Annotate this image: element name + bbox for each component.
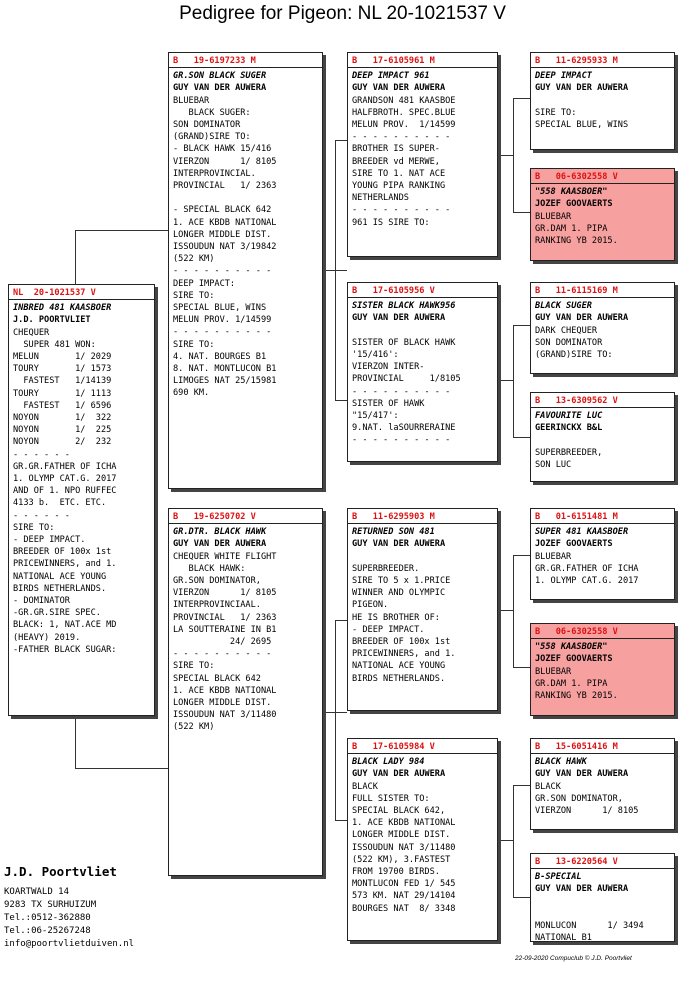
pigeon-card-sire-dam[interactable] bbox=[347, 282, 498, 462]
pedigree-line: 1. ACE KBDB NATIONAL bbox=[173, 685, 277, 696]
card-divider bbox=[531, 183, 674, 184]
pedigree-line: -FATHER BLACK SUGAR: bbox=[13, 644, 117, 655]
owner-name: GUY VAN DER AUWERA bbox=[535, 884, 629, 895]
pigeon-name: "558 KAASBOER" bbox=[535, 642, 608, 653]
pigeon-name: DEEP IMPACT bbox=[535, 71, 592, 82]
pedigree-line: AND OF 1. NPO RUFFEC bbox=[13, 486, 117, 497]
ring-number: B 11-6115169 M bbox=[535, 286, 618, 296]
ring-number: B 06-6302558 V bbox=[535, 172, 618, 182]
pedigree-line: - - - - - - - - - - bbox=[173, 327, 272, 338]
pedigree-line bbox=[535, 908, 670, 920]
pedigree-line: LIMOGES NAT 25/15981 bbox=[173, 376, 277, 387]
pedigree-line: NOYON 1/ 322 bbox=[13, 413, 112, 424]
pedigree-line: BREEDER OF 100x 1st bbox=[13, 547, 112, 558]
pedigree-line bbox=[535, 896, 670, 908]
pedigree-line: PROVINCIAL 1/ 2363 bbox=[173, 612, 277, 623]
owner-name: J.D. POORTVLIET bbox=[13, 315, 91, 326]
pedigree-line: SIRE TO: bbox=[173, 339, 215, 350]
pedigree-line: BIRDS NETHERLANDS. bbox=[352, 673, 446, 684]
pedigree-line: - DEEP IMPACT. bbox=[13, 535, 86, 546]
pedigree-line: HALFBROTH. SPEC.BLUE bbox=[352, 107, 456, 118]
connector-line bbox=[498, 840, 513, 841]
pedigree-line: SUPER 481 WON: bbox=[13, 339, 96, 350]
pedigree-line: - - - - - - bbox=[13, 510, 70, 521]
connector-line bbox=[335, 620, 347, 621]
pedigree-line: MELUN 1/ 2029 bbox=[13, 352, 112, 363]
pedigree-line: FULL SISTER TO: bbox=[352, 793, 430, 804]
pedigree-line: VIERZON 1/ 8105 bbox=[173, 156, 277, 167]
ring-number: B 17-6105961 M bbox=[352, 56, 435, 66]
pigeon-card-ddd[interactable] bbox=[530, 853, 675, 942]
page-title: Pedigree for Pigeon: NL 20-1021537 V bbox=[179, 3, 506, 24]
pedigree-line: BLUEBAR bbox=[173, 95, 210, 106]
connector-line bbox=[513, 325, 530, 326]
pedigree-line: (HEAVY) 2019. bbox=[13, 632, 81, 643]
card-divider bbox=[531, 297, 674, 298]
card-divider bbox=[348, 297, 497, 298]
pedigree-line: SIRE TO 5 x 1.PRICE bbox=[352, 576, 451, 587]
pedigree-line bbox=[535, 95, 670, 107]
pedigree-line: BLACK bbox=[352, 781, 378, 792]
pedigree-line: VIERZON 1/ 8105 bbox=[535, 806, 639, 817]
pedigree-line: SIRE TO: bbox=[173, 661, 215, 672]
pedigree-line bbox=[535, 435, 670, 447]
pedigree-line: NOYON 1/ 225 bbox=[13, 425, 112, 436]
pedigree-line: SUPERBREEDER, bbox=[535, 447, 603, 458]
ring-number: B 15-6051416 M bbox=[535, 742, 618, 752]
pedigree-line: BREEDER vd MERWE, bbox=[352, 156, 440, 167]
breeder-name: J.D. Poortvliet bbox=[4, 864, 117, 879]
pedigree-line: (GRAND)SIRE TO: bbox=[173, 132, 251, 143]
pedigree-line: GR.DAM 1. PIPA bbox=[535, 223, 608, 234]
owner-name: GUY VAN DER AUWERA bbox=[535, 313, 629, 324]
pigeon-card-sdd[interactable] bbox=[530, 392, 675, 482]
pigeon-card-sire[interactable] bbox=[168, 52, 323, 489]
pedigree-line: HE IS BROTHER OF: bbox=[352, 612, 440, 623]
pedigree-line: SUPERBREEDER. bbox=[352, 563, 420, 574]
owner-name: JOZEF GOOVAERTS bbox=[535, 539, 613, 550]
connector-line bbox=[335, 820, 347, 821]
pedigree-line bbox=[173, 192, 318, 204]
pedigree-line bbox=[352, 551, 493, 563]
card-divider bbox=[9, 299, 154, 300]
ring-number: B 13-6309562 V bbox=[535, 396, 618, 406]
connector-line bbox=[513, 897, 530, 898]
connector-line bbox=[335, 620, 336, 820]
card-divider bbox=[348, 523, 497, 524]
connector-line bbox=[513, 555, 514, 667]
card-divider bbox=[348, 67, 497, 68]
connector-line bbox=[513, 98, 530, 99]
pigeon-card-dsd[interactable] bbox=[530, 623, 675, 716]
pedigree-line: 961 IS SIRE TO: bbox=[352, 217, 430, 228]
card-divider bbox=[531, 638, 674, 639]
card-divider bbox=[531, 67, 674, 68]
owner-name: GUY VAN DER AUWERA bbox=[535, 83, 629, 94]
ring-number: B 19-6250702 V bbox=[173, 512, 256, 522]
pedigree-line: 1. OLYMP CAT.G. 2017 bbox=[535, 576, 639, 587]
pigeon-name: GR.SON BLACK SUGER bbox=[173, 71, 267, 82]
card-divider bbox=[348, 753, 497, 754]
pedigree-line: "15/417': bbox=[352, 411, 399, 422]
pedigree-line: (522 KM) bbox=[173, 722, 215, 733]
pedigree-line: GR.DAM 1. PIPA bbox=[535, 678, 608, 689]
pedigree-line: SISTER OF HAWK bbox=[352, 398, 425, 409]
connector-line bbox=[75, 230, 168, 231]
pedigree-line: - BLACK HAWK 15/416 bbox=[173, 144, 272, 155]
pedigree-line: SISTER OF BLACK HAWK bbox=[352, 337, 456, 348]
pedigree-line: BLACK bbox=[535, 781, 561, 792]
pedigree-line: BREEDER OF 100x 1st bbox=[352, 637, 451, 648]
connector-line bbox=[335, 140, 336, 400]
pigeon-name: BLACK SUGER bbox=[535, 301, 592, 312]
pigeon-card-sire-sire[interactable] bbox=[347, 52, 498, 257]
connector-line bbox=[513, 325, 514, 437]
pedigree-line: - - - - - - - - - - bbox=[173, 266, 272, 277]
pedigree-line: - - - - - - - - - - bbox=[173, 649, 272, 660]
pedigree-line: SON DOMINATOR bbox=[173, 120, 241, 131]
pedigree-line: - SPECIAL BLACK 642 bbox=[173, 205, 272, 216]
pedigree-line: VIERZON 1/ 8105 bbox=[173, 588, 277, 599]
pedigree-line: NATIONAL ACE YOUNG bbox=[352, 661, 446, 672]
card-divider bbox=[531, 753, 674, 754]
pedigree-line: DEEP IMPACT: bbox=[173, 278, 236, 289]
pedigree-line: SIRE TO 1. NAT ACE bbox=[352, 168, 446, 179]
pedigree-line: - DOMINATOR bbox=[13, 596, 70, 607]
pedigree-line: BLUEBAR bbox=[535, 551, 572, 562]
owner-name: GUY VAN DER AUWERA bbox=[352, 539, 446, 550]
pedigree-line: BIRDS NETHERLANDS. bbox=[13, 583, 107, 594]
card-divider bbox=[531, 868, 674, 869]
pedigree-line: - - - - - - - - - - bbox=[352, 435, 451, 446]
connector-line bbox=[75, 716, 76, 768]
pedigree-line: ISSOUDUN NAT 3/11480 bbox=[173, 710, 277, 721]
pedigree-line: PRICEWINNERS, and 1. bbox=[13, 559, 117, 570]
ring-number: B 01-6151481 M bbox=[535, 512, 618, 522]
pedigree-line: ISSOUDUN NAT 3/19842 bbox=[173, 242, 277, 253]
pedigree-line: BLUEBAR bbox=[535, 211, 572, 222]
pedigree-line: SPECIAL BLUE, WINS bbox=[535, 120, 629, 131]
pigeon-name: SISTER BLACK HAWK956 bbox=[352, 301, 456, 312]
pigeon-name: FAVOURITE LUC bbox=[535, 411, 603, 422]
pigeon-name: B-SPECIAL bbox=[535, 872, 582, 883]
connector-line bbox=[513, 667, 530, 668]
pedigree-line: NATIONAL ACE YOUNG bbox=[13, 571, 107, 582]
ring-number: B 19-6197233 M bbox=[173, 56, 256, 66]
pedigree-line: BLACK: 1, NAT.ACE MD bbox=[13, 620, 117, 631]
pedigree-line: - - - - - - - - - - bbox=[352, 386, 451, 397]
pedigree-line bbox=[352, 325, 493, 337]
pigeon-card-sss[interactable] bbox=[530, 52, 675, 150]
pigeon-card-dam[interactable] bbox=[168, 508, 323, 876]
connector-line bbox=[498, 610, 513, 611]
pedigree-line: PIGEON. bbox=[352, 600, 389, 611]
pedigree-line: MONTLUCON FED 1/ 545 bbox=[352, 879, 456, 890]
pedigree-line: SPECIAL BLUE, WINS bbox=[173, 303, 267, 314]
pedigree-line: GRANDSON 481 KAASBOE bbox=[352, 95, 456, 106]
owner-name: GUY VAN DER AUWERA bbox=[352, 313, 446, 324]
pedigree-line: 1. ACE KBDB NATIONAL bbox=[173, 217, 277, 228]
breeder-info bbox=[4, 865, 134, 951]
pedigree-line: NOYON 2/ 232 bbox=[13, 437, 112, 448]
pedigree-line: SIRE TO: bbox=[13, 522, 55, 533]
pedigree-line: RANKING YB 2015. bbox=[535, 236, 618, 247]
pigeon-name: RETURNED SON 481 bbox=[352, 527, 435, 538]
pedigree-line: - DEEP IMPACT. bbox=[352, 624, 425, 635]
pedigree-line: GR.SON DOMINATOR, bbox=[535, 793, 623, 804]
pedigree-line: - - - - - - - - - - bbox=[352, 205, 451, 216]
pedigree-line: GR.GR.FATHER OF ICHA bbox=[13, 461, 117, 472]
pedigree-line: SIRE TO: bbox=[535, 107, 577, 118]
connector-line bbox=[335, 140, 347, 141]
pigeon-name: BLACK LADY 984 bbox=[352, 757, 425, 768]
pigeon-card-dss[interactable] bbox=[530, 508, 675, 600]
ring-number: B 11-6295903 M bbox=[352, 512, 435, 522]
pedigree-line: VIERZON INTER- bbox=[352, 362, 425, 373]
pedigree-line: MELUN PROV. 1/14599 bbox=[352, 120, 456, 131]
pedigree-line: SPECIAL BLACK 642 bbox=[173, 673, 261, 684]
ring-number: B 06-6302558 V bbox=[535, 627, 618, 637]
pigeon-card-dam-dam[interactable] bbox=[347, 738, 498, 941]
owner-name: GUY VAN DER AUWERA bbox=[173, 83, 267, 94]
pedigree-line: CHEQUER bbox=[13, 327, 50, 338]
pedigree-line: TOURY 1/ 1113 bbox=[13, 388, 112, 399]
pedigree-line: BOURGES NAT 8/ 3348 bbox=[352, 903, 456, 914]
pedigree-line: LONGER MIDDLE DIST. bbox=[173, 229, 272, 240]
breeder-email: info@poortvlietduiven.nl bbox=[4, 939, 135, 949]
breeder-address-line: KOARTWALD 14 bbox=[4, 887, 70, 897]
connector-line bbox=[498, 155, 513, 156]
pedigree-line: 4. NAT. BOURGES B1 bbox=[173, 351, 267, 362]
pigeon-card-dds[interactable] bbox=[530, 738, 675, 830]
connector-line bbox=[75, 768, 168, 769]
pedigree-line: BLACK SUGER: bbox=[173, 107, 251, 118]
connector-line bbox=[513, 785, 514, 897]
connector-line bbox=[513, 437, 530, 438]
pedigree-line: SPECIAL BLACK 642, bbox=[352, 806, 446, 817]
pigeon-card-sds[interactable] bbox=[530, 282, 675, 374]
pedigree-line: (GRAND)SIRE TO: bbox=[535, 350, 613, 361]
pedigree-line: DARK CHEQUER bbox=[535, 325, 598, 336]
connector-line bbox=[335, 400, 347, 401]
connector-line bbox=[498, 380, 513, 381]
pedigree-line: FASTEST 1/14139 bbox=[13, 376, 112, 387]
pedigree-line: LA SOUTTERAINE IN B1 bbox=[173, 624, 277, 635]
pigeon-card-dam-sire[interactable] bbox=[347, 508, 498, 711]
pigeon-name: GR.DTR. BLACK HAWK bbox=[173, 527, 267, 538]
pedigree-line: (522 KM), 3.FASTEST bbox=[352, 854, 451, 865]
pedigree-line: ISSOUDUN NAT 3/11480 bbox=[352, 842, 456, 853]
card-divider bbox=[531, 523, 674, 524]
owner-name: GUY VAN DER AUWERA bbox=[173, 539, 267, 550]
pedigree-line: FROM 19700 BIRDS. bbox=[352, 867, 440, 878]
ring-number: B 11-6295933 M bbox=[535, 56, 618, 66]
footer-credit: 22-09-2020 Compuclub © J.D. Poortvliet bbox=[515, 955, 632, 962]
pedigree-line: LONGER MIDDLE DIST. bbox=[173, 698, 272, 709]
pedigree-line: 1. OLYMP CAT.G. 2017 bbox=[13, 474, 117, 485]
pedigree-line: PRICEWINNERS, and 1. bbox=[352, 649, 456, 660]
pedigree-line: YOUNG PIPA RANKING bbox=[352, 181, 446, 192]
pigeon-name: DEEP IMPACT 961 bbox=[352, 71, 430, 82]
card-divider bbox=[169, 523, 322, 524]
owner-name: GUY VAN DER AUWERA bbox=[352, 83, 446, 94]
ring-number: B 17-6105984 V bbox=[352, 742, 435, 752]
pedigree-line: FASTEST 1/ 6596 bbox=[13, 400, 112, 411]
pedigree-line: 690 KM. bbox=[173, 388, 210, 399]
pedigree-line: PROVINCIAL 1/ 2363 bbox=[173, 181, 277, 192]
pedigree-line: 4133 b. ETC. ETC. bbox=[13, 498, 107, 509]
owner-name: GEERINCKX B&L bbox=[535, 423, 603, 434]
owner-name: GUY VAN DER AUWERA bbox=[535, 769, 629, 780]
owner-name: JOZEF GOOVAERTS bbox=[535, 199, 613, 210]
pedigree-line: SIRE TO: bbox=[173, 290, 215, 301]
pigeon-name: BLACK HAWK bbox=[535, 757, 587, 768]
ring-number: B 17-6105956 V bbox=[352, 286, 435, 296]
card-divider bbox=[169, 67, 322, 68]
pigeon-card-ssd[interactable] bbox=[530, 168, 675, 261]
pedigree-line: 9.NAT. laSOURRERAINE bbox=[352, 423, 456, 434]
pedigree-line: PROVINCIAL 1/8105 bbox=[352, 374, 461, 385]
pedigree-line: 24/ 2695 bbox=[173, 637, 272, 648]
pedigree-line: - - - - - - bbox=[13, 449, 70, 460]
pedigree-line: '15/416': bbox=[352, 350, 399, 361]
pedigree-line: SON LUC bbox=[535, 460, 572, 471]
pedigree-line: GR.GR.FATHER OF ICHA bbox=[535, 563, 639, 574]
breeder-address-line: 9283 TX SURHUIZUM bbox=[4, 900, 97, 910]
pedigree-line: SON DOMINATOR bbox=[535, 337, 603, 348]
pedigree-line: GR.SON DOMINATOR, bbox=[173, 576, 261, 587]
ring-number: B 13-6220564 V bbox=[535, 857, 618, 867]
pedigree-line: 1. ACE KBDB NATIONAL bbox=[352, 818, 456, 829]
pedigree-line: NATIONAL B1 bbox=[535, 933, 592, 942]
pedigree-line: (522 KM) bbox=[173, 254, 215, 265]
pigeon-name: INBRED 481 KAASBOER bbox=[13, 303, 112, 314]
breeder-phone: Tel.:0512-362880 bbox=[4, 913, 91, 923]
owner-name: JOZEF GOOVAERTS bbox=[535, 654, 613, 665]
pedigree-line: WINNER AND OLYMPIC bbox=[352, 588, 446, 599]
pedigree-line: TOURY 1/ 1573 bbox=[13, 364, 112, 375]
pedigree-line: NETHERLANDS bbox=[352, 193, 409, 204]
pedigree-line: BROTHER IS SUPER- bbox=[352, 144, 440, 155]
pedigree-line: -GR.GR.SIRE SPEC. bbox=[13, 608, 101, 619]
pigeon-card-subject[interactable] bbox=[8, 284, 155, 716]
owner-name: GUY VAN DER AUWERA bbox=[352, 769, 446, 780]
connector-line bbox=[513, 212, 530, 213]
pedigree-line: 573 KM. NAT 29/14104 bbox=[352, 891, 456, 902]
pigeon-name: SUPER 481 KAASBOER bbox=[535, 527, 629, 538]
pedigree-line: LONGER MIDDLE DIST. bbox=[352, 830, 451, 841]
pedigree-line: INTERPROVINCIAAL. bbox=[173, 600, 261, 611]
pedigree-line: INTERPROVINCIAL. bbox=[173, 168, 256, 179]
pedigree-line: 8. NAT. MONTLUCON B1 bbox=[173, 364, 277, 375]
breeder-mobile: Tel.:06-25267248 bbox=[4, 926, 91, 936]
pedigree-line: BLACK HAWK: bbox=[173, 563, 246, 574]
pedigree-line: MELUN PROV. 1/14599 bbox=[173, 315, 272, 326]
connector-line bbox=[75, 230, 76, 286]
pedigree-line: CHEQUER WHITE FLIGHT bbox=[173, 551, 277, 562]
pedigree-line: MONLUCON 1/ 3494 bbox=[535, 921, 644, 932]
pedigree-line: BLUEBAR bbox=[535, 666, 572, 677]
connector-line bbox=[513, 555, 530, 556]
pedigree-line: RANKING YB 2015. bbox=[535, 691, 618, 702]
pedigree-line: - - - - - - - - - - bbox=[352, 132, 451, 143]
connector-line bbox=[513, 785, 530, 786]
pigeon-name: "558 KAASBOER" bbox=[535, 187, 608, 198]
card-divider bbox=[531, 407, 674, 408]
ring-number: NL 20-1021537 V bbox=[13, 288, 96, 298]
connector-line bbox=[513, 98, 514, 212]
